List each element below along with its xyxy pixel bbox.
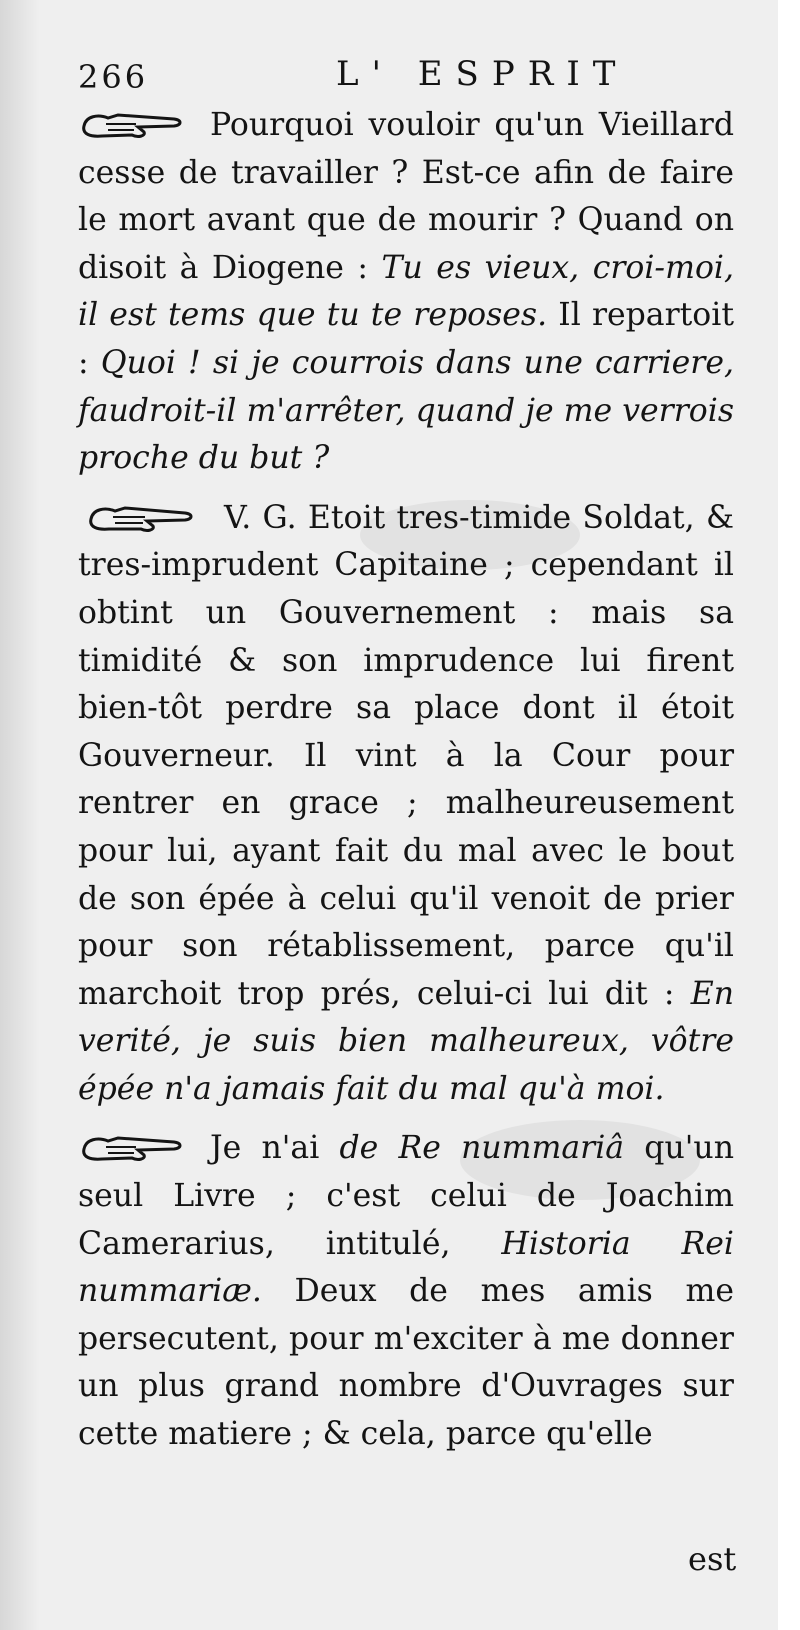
- pointing-hand-icon: [78, 1129, 196, 1163]
- paragraph-1-text-1: Pourquoi vouloir qu'un Vieillard cesse de travailler ? Est-ce afin de faire le mort avant que de mourir ? Quand on disoit à Diogene :: [78, 107, 734, 286]
- running-title: L' ESPRIT: [336, 54, 629, 94]
- page-header: [78, 52, 738, 102]
- paragraph-1-text-2: Il repartoit :: [78, 297, 734, 381]
- pointing-hand-icon: [78, 106, 196, 140]
- page-edge: [778, 0, 800, 1630]
- paragraph-3-italic-1: de Re nummariâ: [339, 1130, 625, 1167]
- paragraph-3-text-2: qu'un seul Livre ; c'est celui de Joachim Camerarius, intitulé,: [78, 1130, 734, 1262]
- page-number: 266: [78, 58, 149, 96]
- paragraph-2: [78, 495, 734, 1114]
- paragraph-1-italic-1: Tu es vieux, croi-moi, il est tems que tu te reposes.: [78, 249, 734, 334]
- paragraph-3-text-1: Je n'ai: [210, 1130, 340, 1167]
- paragraph-3: [78, 1125, 734, 1458]
- paragraph-1-italic-2: Quoi ! si je courrois dans une carriere, faudroit-il m'arrêter, quand je me verrois proche du but ?: [78, 344, 734, 477]
- body-text: [78, 102, 734, 1459]
- paragraph-3-italic-2: Historia Rei nummariæ.: [78, 1225, 734, 1310]
- paragraph-3-text-3: Deux de mes amis me persecutent, pour m'exciter à me donner un plus grand nombre d'Ouvrages sur cette matiere ; & cela, parce qu'elle: [78, 1273, 734, 1453]
- paragraph-1: [78, 102, 734, 483]
- pointing-hand-icon: [78, 499, 210, 533]
- gutter-shadow: [0, 0, 40, 1630]
- paragraph-2-text-1: V. G. Etoit tres-timide Soldat, & tres-imprudent Capitaine ; cependant il obtint un Gouvernement : mais sa timidité & son imprudence lui firent bien-tôt perdre sa place dont il étoit Gouverneur. Il vint à la Cour pour rentrer en grace ; malheureusement pour lui, ayant fait du mal avec le bout de son épée à celui qu'il venoit de prier pour son rétablissement, parce qu'il marchoit trop prés, celui-ci lui dit :: [78, 499, 734, 1012]
- paragraph-2-italic-1: En verité, je suis bien malheureux, vôtre épée n'a jamais fait du mal qu'à moi.: [78, 975, 734, 1107]
- catchword: est: [688, 1540, 737, 1578]
